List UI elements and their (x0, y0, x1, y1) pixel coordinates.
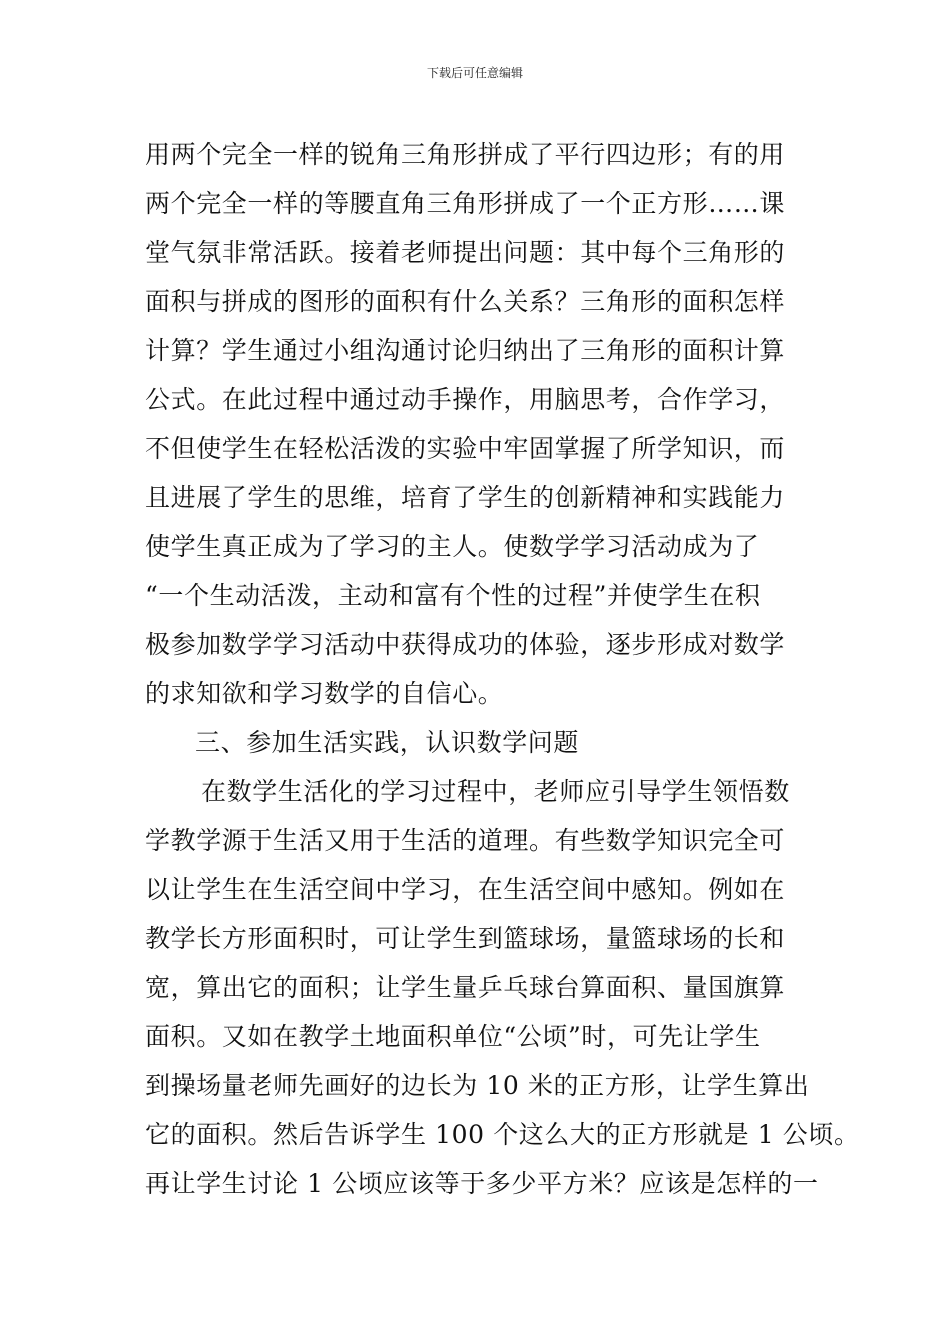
text-line: 使学生真正成为了学习的主人。使数学学习活动成为了 (145, 532, 760, 561)
text-line: 极参加数学学习活动中获得成功的体验，逐步形成对数学 (145, 630, 786, 659)
text-line: 它的面积。然后告诉学生 100 个这么大的正方形就是 1 公顷。 (145, 1120, 860, 1149)
text-line: 的求知欲和学习数学的自信心。 (145, 679, 504, 708)
text-line: 再让学生讨论 1 公顷应该等于多少平方米？应该是怎样的一 (145, 1169, 819, 1198)
text-line: 两个完全一样的等腰直角三角形拼成了一个正方形……课 (145, 189, 786, 218)
section-heading: 三、参加生活实践，认识数学问题 (195, 728, 580, 757)
text-line: 宽，算出它的面积；让学生量乒乓球台算面积、量国旗算 (145, 973, 786, 1002)
document-body (145, 130, 860, 1208)
paragraph-first-line: 在数学生活化的学习过程中，老师应引导学生领悟数 (201, 777, 790, 806)
text-line: “一个生动活泼，主动和富有个性的过程”并使学生在积 (145, 581, 761, 610)
text-line: 且进展了学生的思维，培育了学生的创新精神和实践能力 (145, 483, 786, 512)
text-line: 堂气氛非常活跃。接着老师提出问题：其中每个三角形的 (145, 238, 786, 267)
text-line: 计算？学生通过小组沟通讨论归纳出了三角形的面积计算 (145, 336, 786, 365)
text-line: 面积。又如在教学土地面积单位“公顷”时，可先让学生 (145, 1022, 761, 1051)
text-line: 学教学源于生活又用于生活的道理。有些数学知识完全可 (145, 826, 786, 855)
text-line: 教学长方形面积时，可让学生到篮球场，量篮球场的长和 (145, 924, 786, 953)
text-line: 以让学生在生活空间中学习，在生活空间中感知。例如在 (145, 875, 786, 904)
text-line: 用两个完全一样的锐角三角形拼成了平行四边形；有的用 (145, 140, 786, 169)
text-line: 面积与拼成的图形的面积有什么关系？三角形的面积怎样 (145, 287, 786, 316)
page-header: 下载后可任意编辑 (426, 66, 523, 80)
text-line: 公式。在此过程中通过动手操作，用脑思考，合作学习， (145, 385, 786, 414)
text-line: 不但使学生在轻松活泼的实验中牢固掌握了所学知识，而 (145, 434, 786, 463)
text-line: 到操场量老师先画好的边长为 10 米的正方形，让学生算出 (145, 1071, 810, 1100)
